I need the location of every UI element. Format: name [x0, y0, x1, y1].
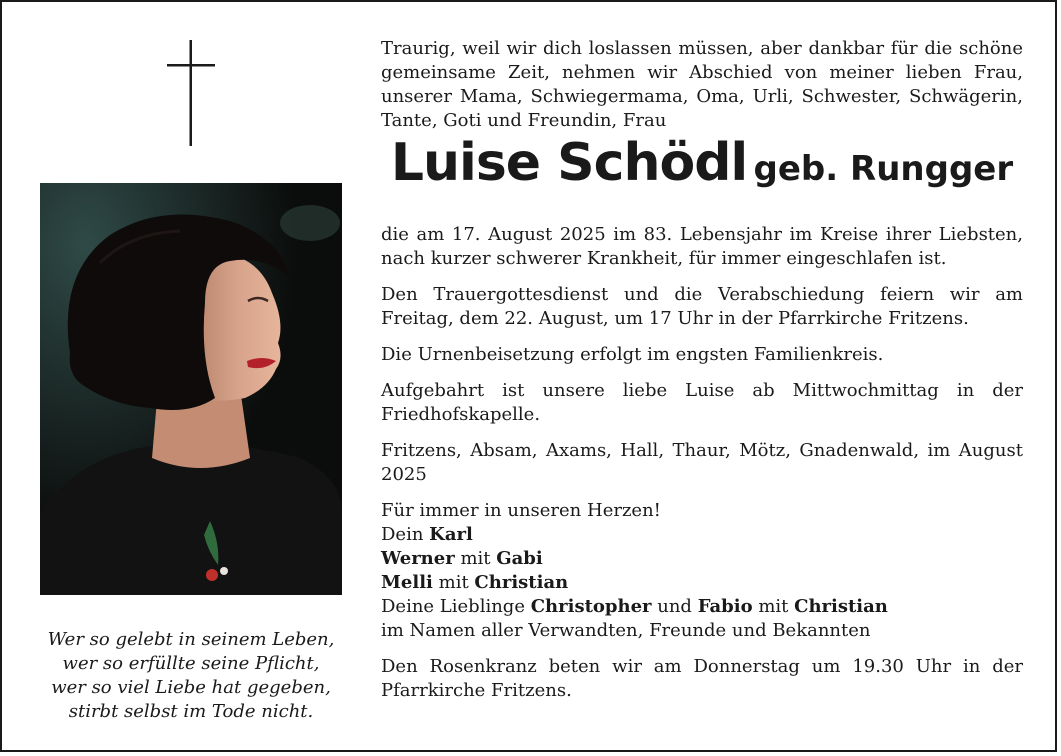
latin-cross-icon — [167, 40, 215, 146]
mourner-name: Christopher — [530, 596, 652, 617]
intro-paragraph: Traurig, weil wir dich loslassen müssen, aber dankbar für die schöne gemeinsame Zeit, nehmen wir Abschied von meiner lieben Frau, unserer Mama, Schwiegermama, Oma, Urli, Schwester, Schwägerin, Tante, Goti und Freundin, Frau — [381, 38, 1023, 131]
mourner-line — [381, 547, 1023, 571]
memorial-poem — [30, 628, 352, 724]
heart-line: Für immer in unseren Herzen! — [381, 500, 661, 521]
mourner-name: Christian — [794, 596, 888, 617]
mourner-line — [381, 571, 1023, 595]
mourner-name: Melli — [381, 572, 433, 593]
mourner-text: mit — [438, 572, 469, 593]
poem-line: wer so viel Liebe hat gegeben, — [51, 677, 331, 698]
poem-line: stirbt selbst im Tode nicht. — [68, 701, 314, 722]
mourner-name: Gabi — [496, 548, 543, 569]
mourner-name: Christian — [474, 572, 569, 593]
full-name: Luise Schödl — [390, 133, 748, 193]
notice-text — [381, 37, 1023, 703]
mourner-text: Dein — [381, 524, 424, 545]
mourner-line — [381, 595, 1023, 619]
relatives-line: im Namen aller Verwandten, Freunde und Bekannten — [381, 620, 871, 641]
mourner-text: mit — [460, 548, 491, 569]
mourner-line — [381, 523, 1023, 547]
mourner-name: Fabio — [697, 596, 753, 617]
mourner-name: Karl — [429, 524, 473, 545]
poem-line: wer so erfüllte seine Pflicht, — [62, 653, 320, 674]
urn-paragraph: Die Urnenbeisetzung erfolgt im engsten Familienkreis. — [381, 344, 884, 365]
laid-out-paragraph: Aufgebahrt ist unsere liebe Luise ab Mittwochmittag in der Friedhofskapelle. — [381, 380, 1023, 425]
mourner-text: und — [657, 596, 692, 617]
rosary-paragraph: Den Rosenkranz beten wir am Donnerstag um 19.30 Uhr in der Pfarrkirche Fritzens. — [381, 656, 1023, 701]
mourner-text: Deine Lieblinge — [381, 596, 525, 617]
mourner-text: mit — [758, 596, 789, 617]
deceased-name — [381, 133, 1023, 215]
death-paragraph: die am 17. August 2025 im 83. Lebensjahr im Kreise ihrer Liebsten, nach kurzer schwerer Krankheit, für immer eingeschlafen ist. — [381, 224, 1023, 269]
mourners-list — [381, 499, 1023, 643]
service-paragraph: Den Trauergottesdienst und die Verabschiedung feiern wir am Freitag, dem 22. August, um 17 Uhr in der Pfarrkirche Fritzens. — [381, 284, 1023, 329]
places-date-paragraph: Fritzens, Absam, Axams, Hall, Thaur, Mötz, Gnadenwald, im August 2025 — [381, 440, 1023, 485]
birth-name: geb. Rungger — [753, 149, 1014, 189]
poem-line: Wer so gelebt in seinem Leben, — [47, 629, 335, 650]
portrait-photo — [40, 183, 342, 595]
mourner-name: Werner — [381, 548, 455, 569]
